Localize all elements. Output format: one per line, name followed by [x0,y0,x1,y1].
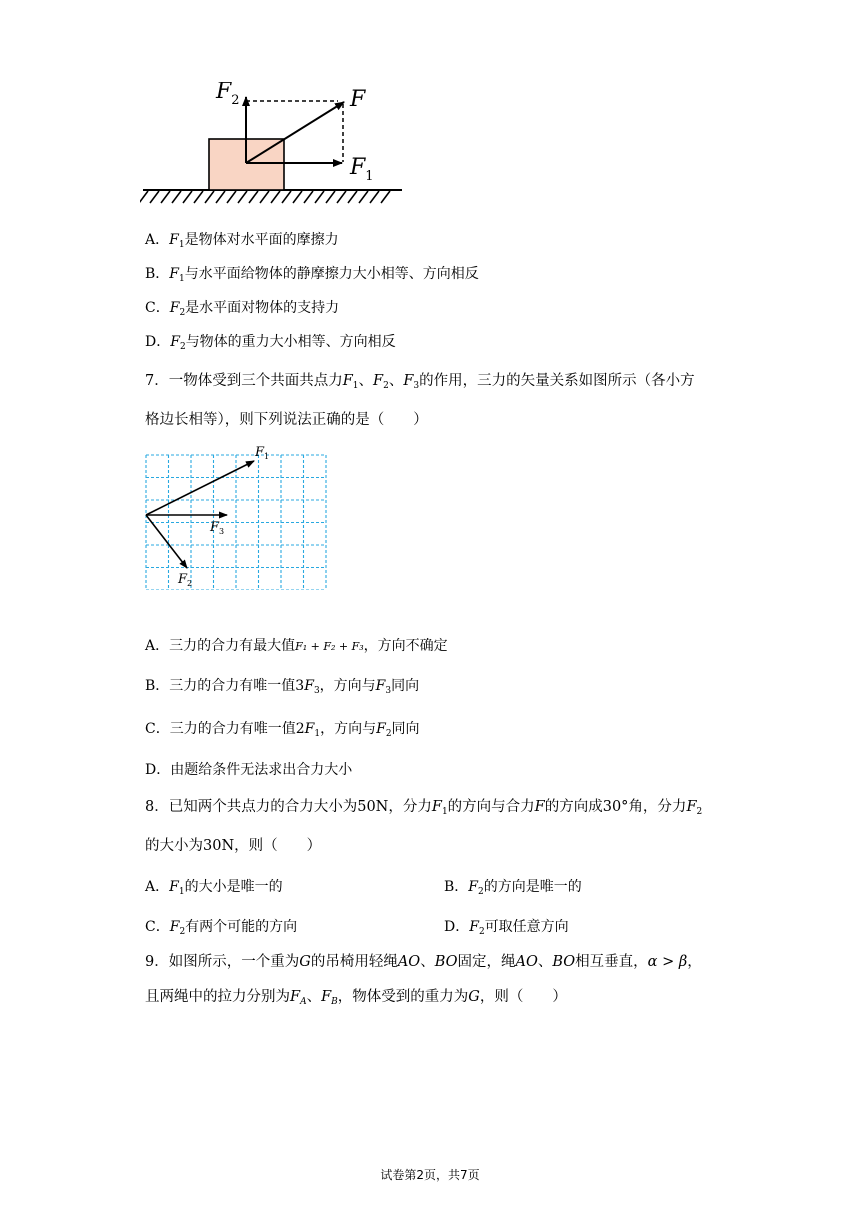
sep: 、 [388,373,404,389]
coef: 3 [295,678,305,694]
option-text: 由题给条件无法求出合力大小 [170,762,353,778]
vector-grid-figure [140,440,340,590]
formula: α > β [647,954,688,970]
option-letter: C． [145,721,170,737]
var: F [373,373,384,389]
q8-stem-line2 [145,836,321,856]
sub: 3 [413,381,420,391]
formula: F₁ + F₂ + F₃ [295,640,364,653]
var: F [304,678,314,694]
sub: 1 [178,240,185,250]
fig-label-f2: $F_2$ [178,572,193,588]
sep: 、 [306,989,322,1005]
stem-text: 9．如图所示，一个重为 [145,954,300,970]
var: F [469,919,479,935]
fig-label-f3: $F_3$ [210,520,225,536]
force-decomposition-figure [140,82,410,212]
sub: 1 [352,381,359,391]
q6-option-a [145,230,339,255]
var: F [169,919,180,935]
stem-text: 格边长相等），则下列说法正确的是（ ） [145,412,428,428]
option-text: 是水平面对物体的支持力 [185,300,340,316]
value: 30N [203,838,235,854]
sub: 1 [441,807,448,817]
ground-hatch [140,190,402,203]
stem-text: ，物体受到的重力为 [337,989,469,1005]
option-text: ，方向不确定 [363,638,448,654]
q8-option-d [444,917,569,942]
option-text: 三力的合力有唯一值 [169,678,296,694]
option-text: 三力的合力有唯一值 [169,721,296,737]
option-letter: C． [145,300,170,316]
sep: 、 [358,373,374,389]
option-text: ，方向与 [319,678,376,694]
value: 30° [602,799,629,815]
var: AO [397,954,421,970]
sub: 1 [178,887,185,897]
sub: 2 [696,807,703,817]
stem-text: 相互垂直， [575,954,648,970]
sub: 2 [478,927,485,937]
var: F [169,232,179,248]
option-text: 的方向是唯一的 [483,879,582,895]
sub: 2 [179,927,186,937]
option-letter: B． [444,879,469,895]
var: F [431,799,442,815]
var: F [342,373,353,389]
option-text: 有两个可能的方向 [185,919,298,935]
q8-option-b [444,877,582,902]
q7-option-a [145,636,448,657]
option-text: ，方向与 [320,721,377,737]
sub: 1 [179,274,185,284]
q7-stem-line1 [145,371,695,396]
var: BO [552,954,576,970]
sub: 3 [385,686,392,696]
label-f1: $F_1$ [350,155,374,184]
fig-label-f1: $F_1$ [255,445,270,461]
sub: 2 [478,887,484,897]
stem-text: 的大小为 [145,838,203,854]
stem-text: ，则（ ） [479,989,567,1005]
var: G [299,954,311,970]
var: F [375,678,386,694]
stem-text: 且两绳中的拉力分别为 [145,989,290,1005]
q7-option-c [145,719,420,744]
option-letter: D． [145,334,171,350]
var: F [169,879,179,895]
var: F [403,373,414,389]
sub: 2 [179,308,186,318]
stem-text: 7．一物体受到三个共面共点力 [145,373,343,389]
q9-stem-line1 [145,952,702,972]
var: F [170,334,180,350]
q7-option-b [145,676,419,701]
stem-text: 8．已知两个共点力的合力大小为 [145,799,358,815]
option-text: 三力的合力有最大值 [169,638,296,654]
q8-option-c [145,917,297,942]
label-f: F [350,87,366,112]
option-letter: D． [444,919,470,935]
stem-text: 角，分力 [628,799,687,815]
sub: 2 [383,381,389,391]
option-letter: B． [145,266,170,282]
var: F [169,266,180,282]
var: F [686,799,697,815]
q8-stem-line1 [145,797,702,822]
q9-stem-line2 [145,987,567,1012]
arrow-f [246,102,344,163]
vector-f1 [146,461,254,515]
var: F [534,799,545,815]
var: F [169,300,180,316]
q6-option-d [145,332,396,357]
sub: 1 [314,729,321,739]
var: AO [515,954,538,970]
sub: 2 [179,342,186,352]
option-letter: D． [145,762,171,778]
sub: B [331,997,338,1007]
option-text: 同向 [391,721,420,737]
q6-option-b [145,264,479,289]
option-text: 与物体的重力大小相等、方向相反 [185,334,396,350]
dashed-grid [146,455,326,590]
option-letter: A． [145,232,170,248]
sep: 、 [537,954,553,970]
option-text: 可取任意方向 [484,919,569,935]
var: F [468,879,479,895]
var: F [290,989,301,1005]
q6-option-c [145,298,339,323]
q8-option-a [145,877,283,902]
sub: 2 [385,729,392,739]
option-text: 是物体对水平面的摩擦力 [184,232,339,248]
stem-text: 的作用，三力的矢量关系如图所示（各小方 [419,373,695,389]
stem-text: ，则（ ） [234,838,322,854]
q7-stem-line2 [145,410,428,430]
stem-text: ， [687,954,702,970]
stem-text: 的方向成 [544,799,603,815]
option-letter: A． [145,879,170,895]
option-letter: B． [145,678,170,694]
stem-text: ，分力 [388,799,432,815]
stem-text: 固定，绳 [457,954,516,970]
var: BO [434,954,458,970]
stem-text: 的吊椅用轻绳 [310,954,398,970]
option-text: 的大小是唯一的 [184,879,283,895]
sep: 、 [420,954,435,970]
var: F [304,721,315,737]
var: F [376,721,386,737]
option-letter: C． [145,919,170,935]
sub: A [300,997,307,1007]
q7-option-d [145,760,352,780]
label-f2: $F_2$ [216,82,240,108]
stem-text: 的方向与合力 [447,799,535,815]
page-footer: 试卷第2页，共7页 [380,1168,480,1182]
option-letter: A． [145,638,170,654]
coef: 2 [295,721,305,737]
value: 50N [357,799,389,815]
var: G [468,989,480,1005]
option-text: 与水平面给物体的静摩擦力大小相等、方向相反 [184,266,479,282]
option-text: 同向 [391,678,420,694]
var: F [321,989,332,1005]
sub: 3 [313,686,320,696]
